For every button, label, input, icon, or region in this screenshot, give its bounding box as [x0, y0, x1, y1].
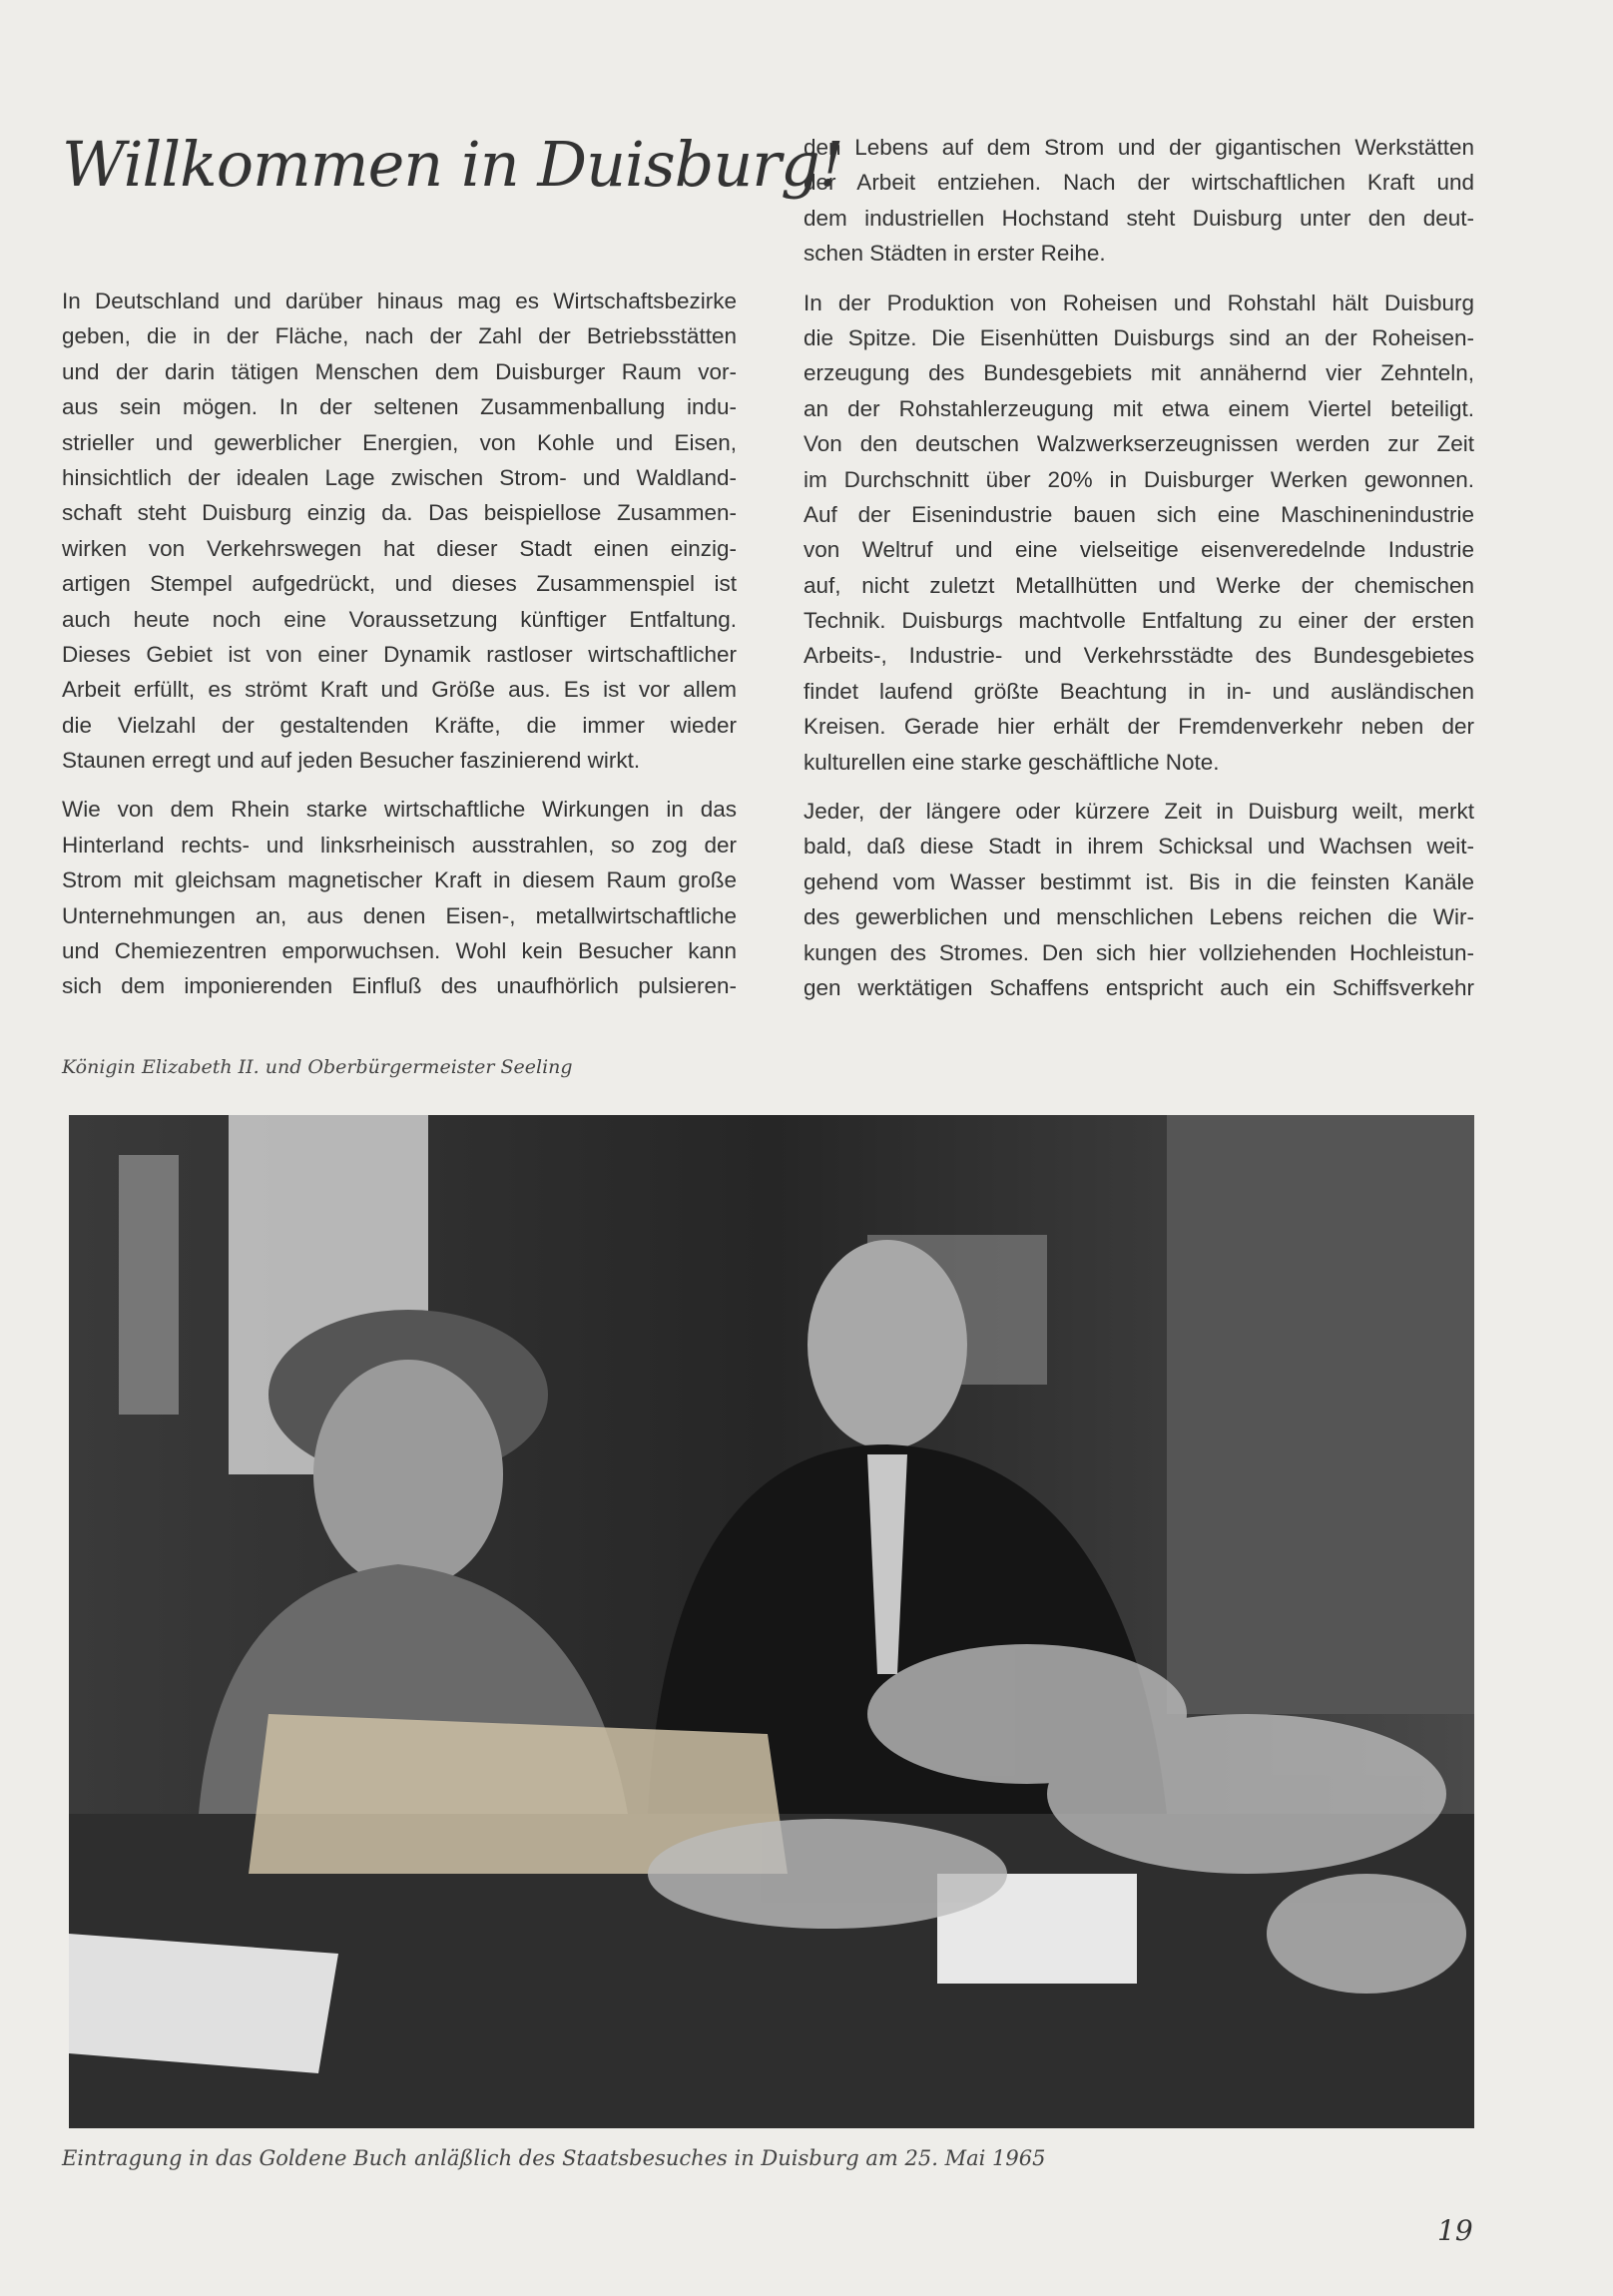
text-line: auf, nicht zuletzt Metallhütten und Werke der chemischen: [804, 572, 1474, 598]
text-line: Arbeit erfüllt, es strömt Kraft und Größe aus. Es ist vor allem: [62, 677, 737, 703]
text-line: Staunen erregt und auf jeden Besucher faszinierend wirkt.: [62, 748, 641, 774]
text-line: schaft steht Duisburg einzig da. Das beispiellose Zusammen-: [62, 500, 737, 526]
text-line: der Arbeit entziehen. Nach der wirtschaftlichen Kraft und: [804, 170, 1474, 196]
text-line: dem industriellen Hochstand steht Duisburg unter den deut-: [804, 205, 1474, 231]
photo-illustration: [69, 1115, 1474, 2128]
text-line: geben, die in der Fläche, nach der Zahl der Betriebsstätten: [62, 323, 737, 349]
text-line: von Weltruf und eine vielseitige eisenveredelnde Industrie: [804, 537, 1474, 563]
text-line: Unternehmungen an, aus denen Eisen-, metallwirtschaftliche: [62, 902, 737, 928]
left-column: [62, 284, 737, 1018]
text-line: des gewerblichen und menschlichen Lebens reichen die Wir-: [804, 904, 1474, 930]
text-line: aus sein mögen. In der seltenen Zusammenballung indu-: [62, 394, 737, 420]
text-line: sich dem imponierenden Einfluß des unaufhörlich pulsieren-: [62, 973, 737, 999]
right-column: [804, 130, 1474, 1019]
text-line: Jeder, der längere oder kürzere Zeit in Duisburg weilt, merkt: [804, 799, 1474, 825]
text-line: artigen Stempel aufgedrückt, und dieses Zusammenspiel ist: [62, 571, 737, 597]
paragraph: [62, 284, 737, 778]
text-line: In Deutschland und darüber hinaus mag es Wirtschaftsbezirke: [62, 288, 737, 313]
text-line: an der Rohstahlerzeugung mit etwa einem Viertel beteiligt.: [804, 395, 1474, 421]
page-number: 19: [1437, 2214, 1473, 2247]
text-line: Kreisen. Gerade hier erhält der Fremdenverkehr neben der: [804, 714, 1474, 740]
text-line: schen Städten in erster Reihe.: [804, 241, 1106, 267]
photo-queen-signing-golden-book: [69, 1115, 1474, 2128]
text-line: Technik. Duisburgs machtvolle Entfaltung zu einer der ersten: [804, 608, 1474, 634]
text-line: bald, daß diese Stadt in ihrem Schicksal und Wachsen weit-: [804, 834, 1474, 860]
text-line: erzeugung des Bundesgebiets mit annähernd vier Zehnteln,: [804, 360, 1474, 386]
text-line: In der Produktion von Roheisen und Rohstahl hält Duisburg: [804, 289, 1474, 315]
text-line: Auf der Eisenindustrie bauen sich eine Maschinenindustrie: [804, 501, 1474, 527]
text-line: hinsichtlich der idealen Lage zwischen Strom- und Waldland-: [62, 464, 737, 490]
paragraph: [804, 794, 1474, 1005]
text-line: Strom mit gleichsam magnetischer Kraft in diesem Raum große: [62, 867, 737, 893]
text-line: und der darin tätigen Menschen dem Duisburger Raum vor-: [62, 358, 737, 384]
photo-caption-bottom: Eintragung in das Goldene Buch anläßlich des Staatsbesuches in Duisburg am 25. Mai 1965: [62, 2146, 1046, 2170]
text-line: den Lebens auf dem Strom und der gigantischen Werkstätten: [804, 135, 1474, 160]
text-line: Hinterland rechts- und linksrheinisch ausstrahlen, so zog der: [62, 832, 737, 858]
text-line: auch heute noch eine Voraussetzung künftiger Entfaltung.: [62, 606, 737, 632]
text-line: kulturellen eine starke geschäftliche Note.: [804, 749, 1220, 775]
text-line: wirken von Verkehrswegen hat dieser Stadt einen einzig-: [62, 535, 737, 561]
text-line: die Spitze. Die Eisenhütten Duisburgs sind an der Roheisen-: [804, 324, 1474, 350]
paragraph: [62, 792, 737, 1003]
text-line: die Vielzahl der gestaltenden Kräfte, die immer wieder: [62, 712, 737, 738]
text-line: und Chemiezentren emporwuchsen. Wohl kein Besucher kann: [62, 938, 737, 964]
photo-caption-top: Königin Elizabeth II. und Oberbürgermeister Seeling: [62, 1056, 573, 1078]
text-line: strieller und gewerblicher Energien, von Kohle und Eisen,: [62, 429, 737, 455]
text-line: Wie von dem Rhein starke wirtschaftliche Wirkungen in das: [62, 797, 737, 823]
text-line: kungen des Stromes. Den sich hier vollziehenden Hochleistun-: [804, 939, 1474, 965]
text-line: gehend vom Wasser bestimmt ist. Bis in die feinsten Kanäle: [804, 868, 1474, 894]
text-line: findet laufend größte Beachtung in in- und ausländischen: [804, 678, 1474, 704]
text-line: Dieses Gebiet ist von einer Dynamik rastloser wirtschaftlicher: [62, 641, 737, 667]
text-line: gen werktätigen Schaffens entspricht auch ein Schiffsverkehr: [804, 974, 1474, 1000]
paragraph: [804, 130, 1474, 272]
text-line: im Durchschnitt über 20% in Duisburger Werken gewonnen.: [804, 466, 1474, 492]
text-line: Von den deutschen Walzwerkserzeugnissen werden zur Zeit: [804, 431, 1474, 457]
text-line: Arbeits-, Industrie- und Verkehrsstädte des Bundesgebietes: [804, 643, 1474, 669]
paragraph: [804, 286, 1474, 780]
page-title: Willkommen in Duisburg!: [62, 128, 843, 201]
